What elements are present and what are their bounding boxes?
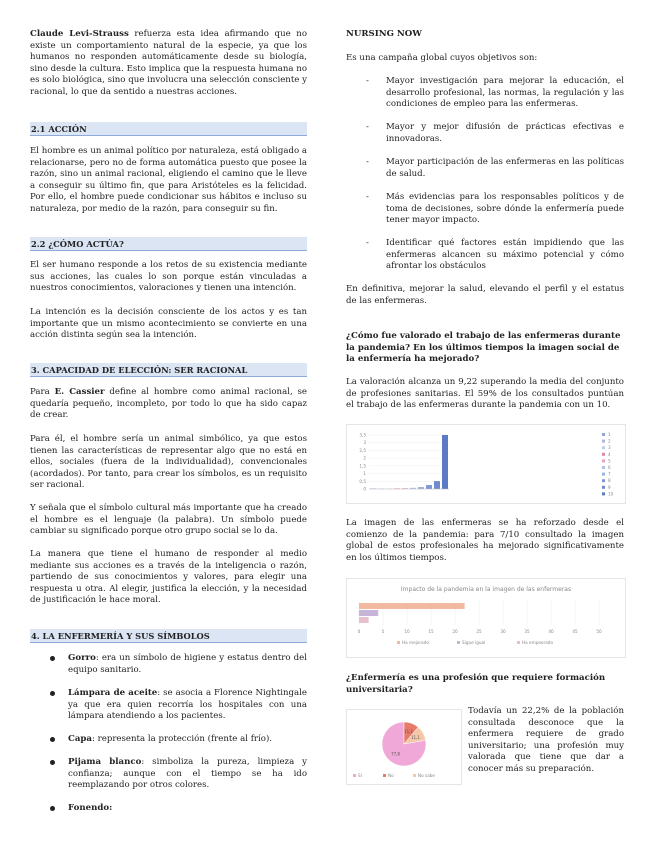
dash-icon: -	[366, 122, 369, 132]
legend-label: 6	[608, 465, 611, 470]
data-label: 11,1	[410, 734, 420, 740]
bullet-icon	[50, 691, 55, 696]
goal-text: Mayor investigación para mejorar la educación, el desarrollo profesional, las normas, la regulación y las condiciones de empleo para las enfermeras.	[386, 76, 624, 110]
y-tick-label: 2,5	[359, 447, 366, 453]
goal-text: Identificar qué factores están impidiendo que las enfermeras alcancen su máximo potencial y cómo afrontar los obstáculos	[386, 238, 624, 272]
x-tick-label: 20	[452, 629, 458, 634]
chart-title: Impacto de la pandemia en la imagen de las enfermeras	[400, 586, 572, 593]
question-1: ¿Cómo fue valorado el trabajo de las enfermeras durante la pandemia? En los últimos tiempos la imagen social de la enfermería ha mejorado?	[346, 331, 621, 365]
symbol-term: Gorro	[68, 653, 96, 663]
image-impact-chart	[346, 578, 626, 658]
dash-icon: -	[366, 157, 369, 167]
bar	[442, 435, 448, 489]
symbol-term: Capa	[68, 734, 92, 744]
legend-swatch	[602, 440, 605, 443]
x-tick-label: 50	[596, 629, 602, 634]
legend-swatch	[457, 641, 460, 644]
legend-swatch	[602, 466, 605, 469]
legend-label: 8	[608, 478, 611, 484]
legend-swatch	[602, 433, 605, 436]
section-2-1-heading: 2.1 ACCIÓN	[30, 122, 307, 136]
goal-text: Mayor participación de las enfermeras en las políticas de salud.	[386, 157, 624, 179]
question-1-answer-2: La imagen de las enfermeras se ha reforzado desde el comienzo de la pandemia: para 7/10 consultado la imagen global de estos profesionales ha mejorado significativamente en los últimos tiempos.	[346, 518, 624, 563]
bullet-icon	[50, 806, 55, 811]
intro-text: refuerza esta idea afirmando que no existe un comportamiento natural de la especie, ya que los humanos no responden automáticamente desde su biología, sino desde la cultura. Esto implica que la respuesta humana no es solo biológica, sino que involucra una selección consciente y racional, lo que da sentido a nuestras acciones.	[30, 29, 307, 97]
legend-swatch	[602, 459, 605, 462]
bullet-icon	[50, 656, 55, 661]
section-3-prefix: Para	[30, 387, 55, 397]
intro-paragraph	[30, 29, 307, 99]
x-tick-label: 0	[357, 629, 361, 634]
dash-icon: -	[366, 76, 369, 86]
symbol-desc: : representa la protección (frente al frío).	[92, 734, 273, 744]
image-impact-chart-svg	[347, 579, 625, 657]
legend-swatch	[383, 774, 386, 777]
section-2-2-text-1: El ser humano responde a los retos de su existencia mediante sus acciones, las cuales lo son porque están vinculadas a nuestros conocimientos, valoraciones y tienen una intención.	[30, 260, 307, 294]
legend-label: No	[388, 773, 394, 778]
section-3-text-4: La manera que tiene el humano de responder al medio mediante sus acciones es a través de la inteligencia o razón, partiendo de sus conocimientos y valores, para elegir una respuesta u otra. Al elegir, justifica la elección, y la necesidad de justificación le hace moral.	[30, 549, 307, 606]
legend-swatch	[602, 473, 605, 476]
section-3-text-3: Y señala que el símbolo cultural más importante que ha creado el hombre es el lenguaje (la palabra). Un símbolo puede cambiar su significado porque otro grupo social se lo da.	[30, 503, 307, 537]
degree-awareness-chart-svg	[347, 710, 461, 784]
data-label: 77,8	[391, 751, 400, 757]
bar	[359, 603, 465, 609]
legend-label: 3	[608, 445, 611, 451]
y-tick-label: 1	[363, 471, 366, 477]
x-tick-label: 15	[428, 629, 434, 634]
bar	[359, 610, 378, 616]
goal-text: Mayor y mejor difusión de prácticas efectivas e innovadoras.	[386, 122, 624, 144]
legend-swatch	[602, 446, 605, 449]
x-tick-label: 40	[548, 629, 554, 634]
symbol-term: Lámpara de aceite	[68, 688, 158, 698]
legend-swatch	[353, 774, 356, 777]
section-3-text-2: Para él, el hombre sería un animal simbólico, ya que estos tienen las características de representar algo que no está en ellos, sociales (fuera de la individualidad), convencionales (acordados). Por tanto, para crear los símbolos, es un requisito ser racional.	[30, 434, 307, 491]
section-3-text-1	[30, 387, 307, 422]
y-tick-label: 2	[363, 455, 366, 461]
section-2-2-text-2: La intención es la decisión consciente de los actos y es tan importante que un mismo acontecimiento se convierte en una acción distinta según sea la intención.	[30, 307, 307, 341]
cassier-name: E. Cassier	[54, 387, 105, 397]
legend-swatch	[602, 453, 605, 456]
bullet-icon	[50, 737, 55, 742]
bar	[434, 481, 440, 489]
question-1-answer: La valoración alcanza un 9,22 superando la media del conjunto de profesiones sanitarias. El 59% de los consultados puntúan el trabajo de las enfermeras durante la pandemia con un 10.	[346, 377, 624, 411]
legend-swatch	[397, 641, 400, 644]
legend-swatch	[517, 641, 520, 644]
legend-swatch	[413, 774, 416, 777]
rating-chart	[346, 424, 626, 504]
legend-label: 1	[608, 432, 611, 437]
x-tick-label: 35	[524, 629, 530, 634]
section-3-text-1-body: define al hombre como animal racional, se quedaría pequeño, incompleto, por todo lo que ha sido capaz de crear.	[30, 387, 307, 421]
section-2-2-heading: 2.2 ¿CÓMO ACTÚA?	[30, 237, 307, 251]
bullet-icon	[50, 760, 55, 765]
section-3-heading: 3. CAPACIDAD DE ELECCIÓN: SER RACIONAL	[30, 363, 307, 377]
nursing-now-title: NURSING NOW	[346, 29, 422, 39]
symbol-term: Pijama blanco	[68, 757, 142, 767]
symbol-term: Fonendo:	[68, 803, 113, 813]
legend-swatch	[602, 479, 605, 482]
bar	[426, 485, 432, 489]
legend-label: 7	[608, 471, 611, 477]
nursing-now-conclusion: En definitiva, mejorar la salud, elevando el perfil y el estatus de las enfermeras.	[346, 284, 624, 306]
dash-icon: -	[366, 192, 369, 202]
symbol-desc: : se asocia a Florence Nightingale ya que era quien recorría los hospitales con una lámpara atendiendo a los pacientes.	[68, 688, 308, 722]
legend-label: 2	[608, 438, 611, 444]
degree-awareness-chart	[346, 709, 462, 785]
y-tick-label: 0,5	[359, 478, 366, 484]
legend-label: No sabe	[418, 773, 436, 778]
dash-icon: -	[366, 238, 369, 248]
x-tick-label: 10	[404, 629, 410, 634]
question-2: ¿Enfermería es una profesión que requiere formación universitaria?	[346, 673, 606, 695]
x-tick-label: 5	[381, 629, 385, 634]
x-tick-label: 45	[572, 629, 578, 634]
y-tick-label: 3	[363, 440, 366, 446]
data-label: 11,1	[404, 729, 413, 735]
x-tick-label: 30	[500, 629, 506, 634]
legend-swatch	[602, 492, 605, 495]
legend-label: Sigue igual	[462, 640, 486, 645]
question-2-answer: Todavía un 22,2% de la población consultada desconoce que la enfermera requiere de grado universitario; una profesión muy valorada que tiene que dar a conocer más su preparación.	[468, 706, 624, 774]
legend-label: Ha mejorado	[402, 640, 429, 645]
section-2-1-text: El hombre es un animal político por naturaleza, está obligado a relacionarse, pero no de forma automática puesto que posee la razón, sino un animal racional, eligiendo el camino que le lleve a conseguir su último fin, que para Aristóteles es la felicidad. Por ello, el hombre puede condicionar sus hábitos e incluso su naturaleza, por medio de la razón, para conseguir su fin.	[30, 146, 307, 214]
section-4-heading: 4. LA ENFERMERÍA Y SUS SÍMBOLOS	[30, 629, 307, 643]
symbol-desc: : era un símbolo de higiene y estatus dentro del equipo sanitario.	[68, 653, 307, 675]
y-tick-label: 0	[363, 486, 366, 492]
y-tick-label: 1,5	[359, 463, 366, 469]
author-name: Claude Levi-Strauss	[30, 29, 129, 39]
legend-label: 5	[608, 458, 611, 464]
goal-text: Más evidencias para los responsables políticos y de toma de decisiones, sobre dónde la enfermería puede tener mayor impacto.	[386, 192, 624, 226]
y-tick-label: 3,5	[359, 432, 366, 438]
legend-label: 10	[608, 491, 614, 497]
symbol-desc: : simboliza la pureza, limpieza y confianza; aunque con el tiempo se ha ido reemplazando por otros colores.	[68, 757, 307, 791]
bar	[359, 617, 369, 623]
x-tick-label: 25	[476, 629, 482, 634]
rating-chart-svg	[347, 425, 625, 503]
nursing-now-intro: Es una campaña global cuyos objetivos son:	[346, 53, 538, 63]
legend-label: Ha empeorado	[522, 640, 554, 645]
legend-label: 4	[608, 451, 611, 457]
legend-label: Sí	[358, 773, 362, 778]
legend-swatch	[602, 486, 605, 489]
legend-label: 9	[608, 484, 611, 490]
